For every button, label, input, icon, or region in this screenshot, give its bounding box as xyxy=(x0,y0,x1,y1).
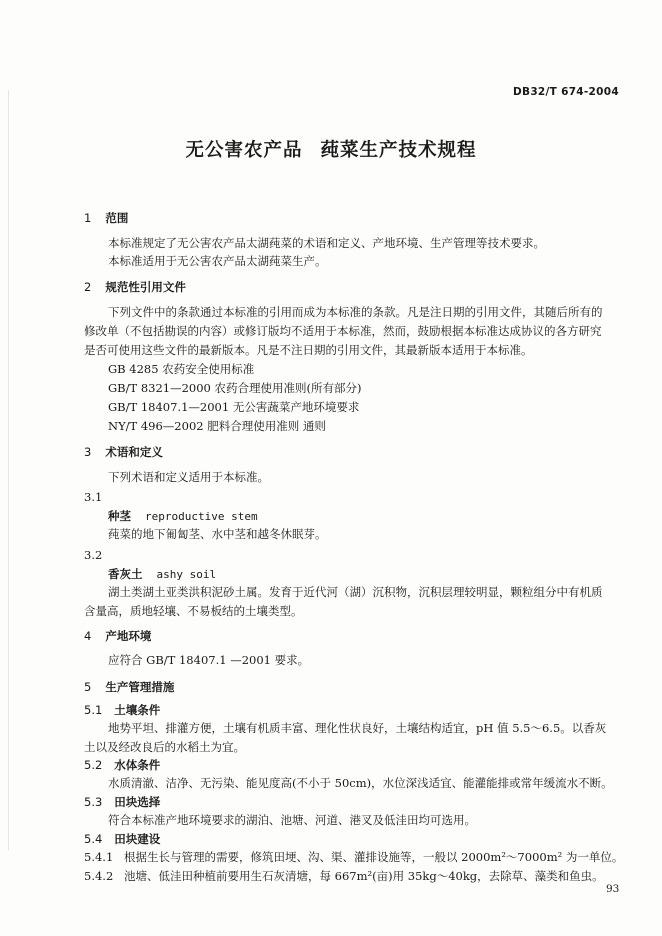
term-english: reproductive stem xyxy=(145,510,258,523)
s2-line-3: 是否可使用这些文件的最新版本。凡是不注日期的引用文件，其最新版本适用于本标准。 xyxy=(84,343,533,357)
section-number: 2 xyxy=(84,280,92,294)
s52-line-1: 水质清澈、洁净、无污染、能见度高(不小于 50cm)，水位深浅适宜、能灌能排或常年缓流水不断。 xyxy=(108,776,613,790)
s1-paragraph-1: 本标准规定了无公害农产品太湖莼菜的术语和定义、产地环境、生产管理等技术要求。 xyxy=(108,236,545,250)
document-id: DB32/T 674-2004 xyxy=(513,86,619,98)
subsection-title: 田块建设 xyxy=(114,832,161,846)
reference-item: GB/T 18407.1—2001 无公害蔬菜产地环境要求 xyxy=(108,400,360,414)
clause-text: 根据生长与管理的需要，修筑田埂、沟、渠、灌排设施等，一般以 2000m²～7000m² 为一单位。 xyxy=(124,850,624,864)
subsection-5-1-heading xyxy=(84,702,160,718)
term-definition: 含量高，质地轻壤、不易板结的土壤类型。 xyxy=(84,604,303,618)
section-number: 3 xyxy=(84,445,92,459)
subsection-5-3-heading xyxy=(84,794,160,810)
title-part-2: 莼菜生产技术规程 xyxy=(320,140,477,161)
subsection-title: 水体条件 xyxy=(114,758,161,772)
section-number: 4 xyxy=(84,629,92,643)
clause-5-4-2 xyxy=(84,868,604,884)
page-title xyxy=(0,136,662,162)
clause-number: 5.4.2 xyxy=(84,869,114,883)
scan-edge-line xyxy=(8,90,9,850)
section-number: 1 xyxy=(84,211,92,225)
section-1-heading xyxy=(84,210,128,226)
section-title: 范围 xyxy=(105,211,129,225)
s51-line-1: 地势平坦、排灌方便，土壤有机质丰富、理化性状良好，土壤结构适宜，pH 值 5.5～6.5。以香灰 xyxy=(108,721,607,735)
s1-paragraph-2: 本标准适用于无公害农产品太湖莼菜生产。 xyxy=(108,254,327,268)
term-chinese: 香灰土 xyxy=(108,567,143,581)
subsection-title: 田块选择 xyxy=(114,795,161,809)
clause-5-4-1 xyxy=(84,849,623,865)
s2-line-1: 下列文件中的条款通过本标准的引用而成为本标准的条款。凡是注日期的引用文件，其随后所有的 xyxy=(108,305,603,319)
subsection-number: 5.2 xyxy=(84,758,103,772)
s51-line-2: 土以及经改良后的水稻土为宜。 xyxy=(84,740,245,754)
reference-item: NY/T 496—2002 肥料合理使用准则 通则 xyxy=(108,419,326,433)
title-part-1: 无公害农产品 xyxy=(185,140,303,161)
term-number: 3.1 xyxy=(84,490,103,504)
s53-line-1: 符合本标准产地环境要求的湖泊、池塘、河道、港叉及低洼田均可选用。 xyxy=(108,813,476,827)
s2-line-2: 修改单（不包括勘误的内容）或修订版均不适用于本标准，然而，鼓励根据本标准达成协议的各方研究 xyxy=(84,324,602,338)
section-title: 术语和定义 xyxy=(105,445,163,459)
term-definition: 莼菜的地下匍匐茎、水中茎和越冬休眠芽。 xyxy=(108,527,327,541)
subsection-number: 5.3 xyxy=(84,795,103,809)
section-5-heading xyxy=(84,679,174,695)
s4-paragraph: 应符合 GB/T 18407.1 —2001 要求。 xyxy=(108,653,310,667)
term-name xyxy=(108,508,258,524)
subsection-number: 5.4 xyxy=(84,832,103,846)
reference-item: GB 4285 农药安全使用标准 xyxy=(108,362,255,376)
section-4-heading xyxy=(84,628,151,644)
section-number: 5 xyxy=(84,680,92,694)
section-title: 生产管理措施 xyxy=(105,680,175,694)
term-name xyxy=(108,566,216,582)
section-2-heading xyxy=(84,279,186,295)
term-number: 3.2 xyxy=(84,548,103,562)
reference-item: GB/T 8321—2000 农药合理使用准则(所有部分) xyxy=(108,381,362,395)
clause-text: 池塘、低洼田种植前要用生石灰清塘，每 667m²(亩)用 35kg～40kg，去除草、藻类和鱼虫。 xyxy=(124,869,604,883)
page-number: 93 xyxy=(606,883,620,895)
subsection-5-4-heading xyxy=(84,831,160,847)
term-english: ashy soil xyxy=(156,568,217,581)
subsection-number: 5.1 xyxy=(84,703,103,717)
section-3-heading xyxy=(84,444,163,460)
section-title: 产地环境 xyxy=(105,629,152,643)
term-chinese: 种茎 xyxy=(108,509,131,523)
section-title: 规范性引用文件 xyxy=(105,280,186,294)
clause-number: 5.4.1 xyxy=(84,850,114,864)
subsection-5-2-heading xyxy=(84,757,160,773)
s3-intro: 下列术语和定义适用于本标准。 xyxy=(108,470,269,484)
term-definition: 湖土类湖土亚类洪积泥砂土属。发育于近代河（湖）沉积物，沉积层理较明显，颗粒组分中有机质 xyxy=(108,585,603,599)
subsection-title: 土壤条件 xyxy=(114,703,161,717)
